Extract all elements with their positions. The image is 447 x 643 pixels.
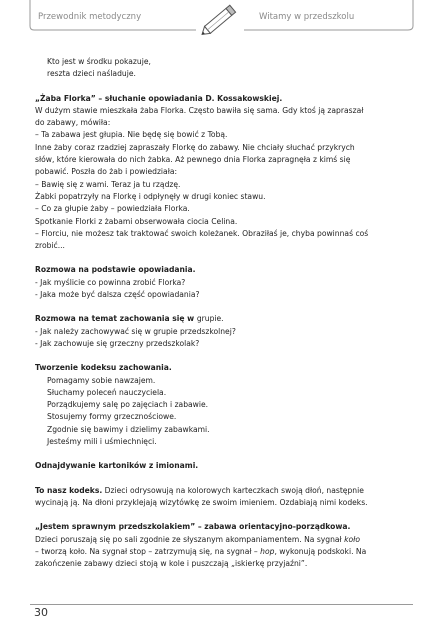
story-line: pobawić. Poszła do żab i powiedziała:	[35, 167, 178, 177]
footer-rule	[30, 604, 413, 605]
story-line: słów, które kierowała do nich żabka. Aż pewnego dnia Florka zapragnęła z kimś się	[35, 155, 351, 165]
page-number: 30	[34, 606, 48, 619]
kodeks-lead: To nasz kodeks.	[35, 485, 103, 495]
intro-line: reszta dzieci naśladuje.	[47, 69, 136, 79]
page-content	[35, 56, 390, 570]
story-line: Spotkanie Florki z żabami obserwowała ciocia Celina.	[35, 216, 238, 226]
intro-line: Kto jest w środku pokazuje,	[47, 57, 151, 66]
behavior-item: - Jak zachowuje się grzeczny przedszkolak?	[35, 338, 200, 348]
story-line: – Co za głupie żaby – powiedziała Florka.	[35, 204, 190, 214]
cards-heading: Odnajdywanie kartoników z imionami.	[35, 461, 199, 471]
kodeks-line: wycinają ją. Na dłoni przyklejają wizytówkę ze swoim imieniem. Ozdabiają nimi kodeks.	[35, 497, 368, 507]
behavior-item: - Jak należy zachowywać się w grupie przedszkolnej?	[35, 326, 236, 336]
conversation-item: - Jak myślicie co powinna zrobić Florka?	[35, 277, 186, 287]
codex-heading: Tworzenie kodeksu zachowania.	[35, 363, 172, 373]
kodeks-text: Dzieci odrysowują na kolorowych karteczkach swoją dłoń, następnie	[102, 485, 364, 495]
kodeks-line	[35, 485, 390, 497]
codex-item: Porządkujemy salę po zajęciach i zabawie.	[47, 400, 209, 410]
game-line	[35, 546, 390, 558]
story-heading: „Żaba Florka” – słuchanie opowiadania D. Kossakowskiej.	[35, 93, 283, 103]
game-text: Dzieci poruszają się po sali zgodnie ze słyszanym akompaniamentem. Na sygnał	[35, 534, 345, 544]
codex-item: Pomagamy sobie nawzajem.	[47, 375, 156, 385]
story-line: do zabawy, mówiła:	[35, 118, 111, 128]
game-heading: „Jestem sprawnym przedszkolakiem” – zabawa orientacyjno-porządkowa.	[35, 522, 351, 532]
story-line: Żabki popatrzyły na Florkę i odpłynęły w drugi koniec stawu.	[35, 191, 266, 201]
game-italic: koło	[344, 534, 360, 544]
story-line: – Ta zabawa jest głupia. Nie będę się bowić z Tobą.	[35, 130, 228, 140]
story-line: – Florciu, nie możesz tak traktować swoich koleżanek. Obraziłaś je, chyba powinnaś coś	[35, 228, 369, 238]
codex-item: Jesteśmy mili i uśmiechnięci.	[47, 437, 157, 447]
page-header	[0, 0, 447, 40]
codex-item: Zgodnie się bawimy i dzielimy zabawkami.	[47, 424, 210, 434]
behavior-heading-prefix: Rozmowa na temat zachowania się w	[35, 314, 197, 324]
game-text: – tworzą koło. Na sygnał stop – zatrzymują się, na sygnał –	[35, 546, 261, 556]
header-right-title: Witamy w przedszkolu	[259, 12, 355, 22]
story-line: Inne żaby coraz rzadziej zapraszały Florkę do zabawy. Nie chciały słuchać przykrych	[35, 142, 355, 152]
game-text: , wykonują podskoki. Na	[274, 546, 367, 556]
header-left-title: Przewodnik metodyczny	[38, 12, 142, 22]
game-line	[35, 534, 390, 546]
pencil-icon	[196, 0, 244, 40]
story-line: W dużym stawie mieszkała żaba Florka. Często bawiła się sama. Gdy ktoś ją zapraszał	[35, 105, 364, 115]
story-line: – Bawię się z wami. Teraz ja tu rządzę.	[35, 179, 181, 189]
codex-item: Słuchamy poleceń nauczyciela.	[47, 387, 167, 397]
behavior-heading	[35, 313, 390, 325]
conversation-item: - Jaka może być dalsza część opowiadania?	[35, 290, 200, 300]
behavior-heading-word: grupie.	[196, 314, 224, 324]
game-line: zakończenie zabawy dzieci stoją w kole i puszczają „iskierkę przyjaźni”.	[35, 559, 308, 569]
conversation-heading: Rozmowa na podstawie opowiadania.	[35, 265, 196, 275]
story-line: zrobić...	[35, 241, 65, 251]
codex-item: Stosujemy formy grzecznościowe.	[47, 412, 177, 422]
game-italic: hop	[260, 546, 275, 556]
